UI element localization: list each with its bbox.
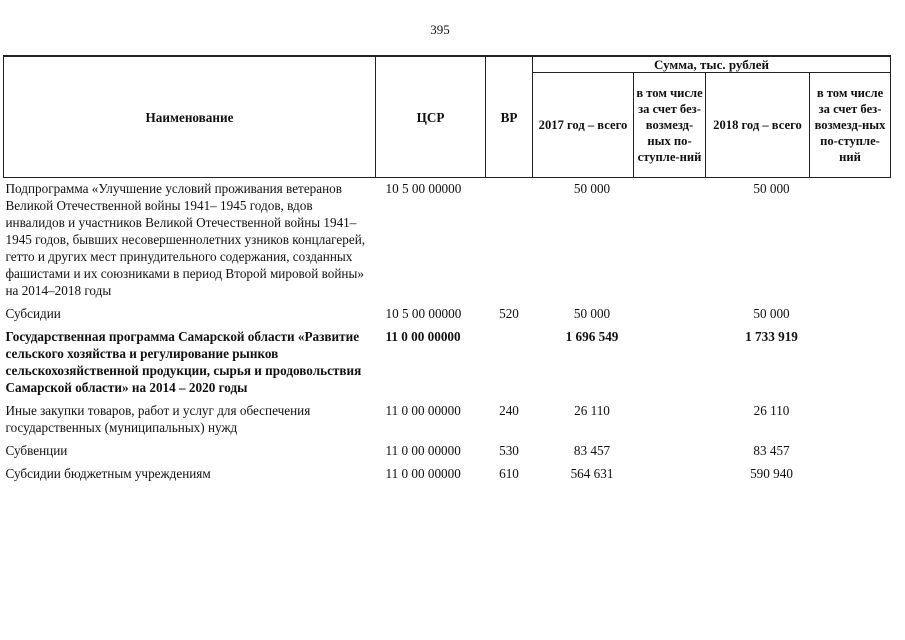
row-2018-total: 50 000 [753,181,790,196]
row-2018-gratuitous [810,305,891,328]
row-2017-gratuitous [634,178,706,306]
row-name: Подпрограмма «Улучшение условий проживания ветеранов Великой Отечественной войны 1941– 1945 годов, вдов инвалидов и участников Великой Отечественной войны 1941–1945 годов, бывших несовершеннолетних узников концлагерей, гетто и других мест принудительного содержания, созданных фашистами и их союзниками в период Второй мировой войны» на 2014–2018 годы [5,181,366,298]
row-name: Субвенции [5,443,68,458]
page-number: 395 [430,22,450,37]
row-vr: 520 [499,306,519,321]
header-2017-total: 2017 год – всего [533,73,634,178]
row-2018-total: 590 940 [750,466,793,481]
row-2017-gratuitous [634,442,706,465]
header-vr: ВР [486,56,533,178]
table-row [4,402,891,442]
table-row [4,328,891,402]
row-vr [486,328,533,402]
row-2017-total: 50 000 [573,181,611,196]
row-2018-total: 50 000 [753,306,790,321]
row-2018-gratuitous [810,442,891,465]
row-2017-total: 50 000 [573,306,611,321]
row-2018-total: 83 457 [753,443,790,458]
row-2018-gratuitous [810,402,891,442]
header-name: Наименование [4,56,376,178]
row-2017-total: 1 696 549 [565,329,619,344]
row-csr: 10 5 00 00000 [385,181,462,196]
row-2017-total: 26 110 [574,403,610,418]
row-2017-gratuitous [634,328,706,402]
row-2017-total: 83 457 [573,443,611,458]
table-row [4,305,891,328]
row-name: Субсидии [5,306,61,321]
row-vr: 610 [499,466,519,481]
table-header [4,56,891,178]
row-2017-total: 564 631 [570,466,614,481]
table-row [4,442,891,465]
row-csr: 11 0 00 00000 [385,443,461,458]
row-vr: 240 [499,403,519,418]
row-2018-gratuitous [810,465,891,482]
header-sum: Сумма, тыс. рублей [533,56,891,73]
row-vr [486,178,533,306]
row-2018-total: 26 110 [753,403,790,418]
row-2017-gratuitous [634,305,706,328]
row-2018-gratuitous [810,178,891,306]
row-csr: 11 0 00 00000 [385,403,461,418]
header-2017-gratuitous: в том числе за счет без-возмезд-ных по-ступле-ний [634,73,706,178]
row-csr: 11 0 00 00000 [385,329,461,344]
header-2018-gratuitous: в том числе за счет без-возмезд-ных по-ступле-ний [810,73,891,178]
budget-table [3,55,891,482]
row-vr: 530 [499,443,519,458]
table-row [4,465,891,482]
header-2018-total: 2018 год – всего [706,73,810,178]
row-name: Субсидии бюджетным учреждениям [5,466,211,481]
row-2018-total: 1 733 919 [745,329,798,344]
header-csr: ЦСР [376,56,486,178]
row-2018-gratuitous [810,328,891,402]
row-csr: 11 0 00 00000 [385,466,461,481]
row-name: Государственная программа Самарской области «Развитие сельского хозяйства и регулирование рынков сельскохозяйственной продукции, сырья и продовольствия Самарской области» на 2014 – 2020 годы [5,329,362,395]
table-body [4,178,891,483]
row-name: Иные закупки товаров, работ и услуг для обеспечения государственных (муниципальных) нужд [5,403,311,435]
row-2017-gratuitous [634,402,706,442]
row-csr: 10 5 00 00000 [385,306,462,321]
row-2017-gratuitous [634,465,706,482]
table-row [4,178,891,306]
